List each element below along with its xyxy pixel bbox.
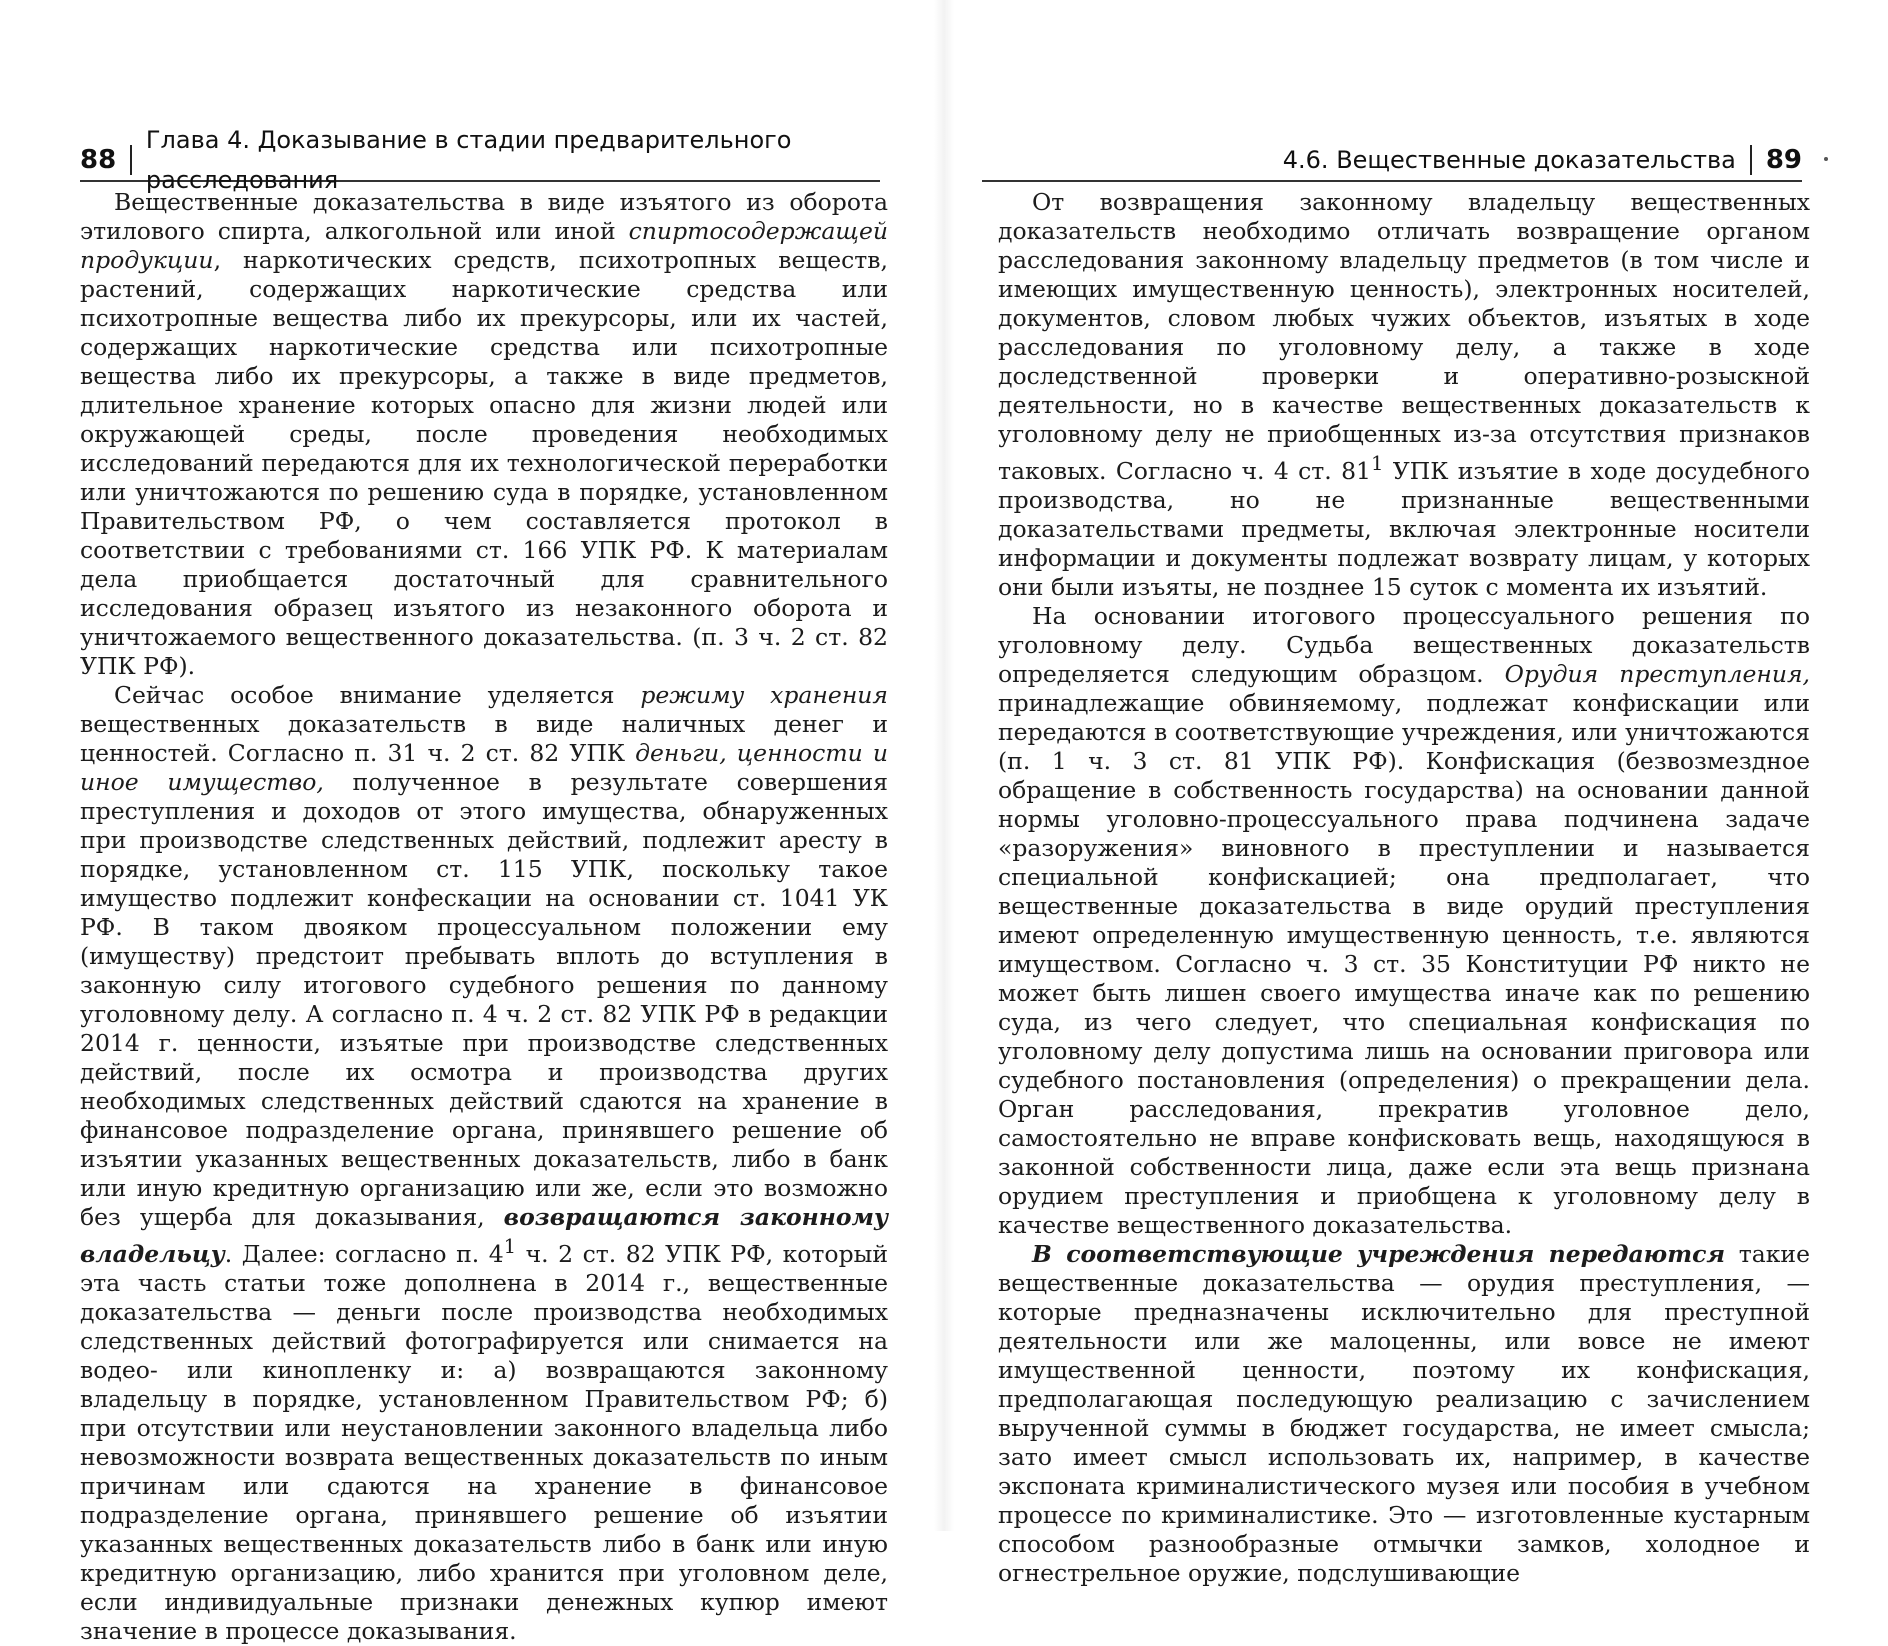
left-body-text [80,188,888,1646]
bold-italic-term: В соответствующие учреждения передаются [1032,1239,1726,1268]
italic-term: деньги, ценности и иное имущество, [80,739,888,796]
text-run: вещественных доказательств в виде наличных денег и ценностей. Согласно п. 31 ч. 2 ст. 82 УПК [80,710,888,767]
left-paragraph-2 [80,681,888,1646]
text-run: УПК изъятие в ходе досудебного производства, но не признанные вещественными доказательствами предметы, включая электронные носители информации и документы подлежат возврату лицам, у которых они были изъяты, не позднее 15 суток с момента их изъятий. [998,456,1810,601]
header-separator [130,145,132,175]
superscript: 1 [503,1235,517,1258]
text-run: , наркотических средств, психотропных веществ, растений, содержащих наркотические средства или психотропные вещества либо их прекурсоры, или их частей, содержащих наркотические средства или психотропные вещества либо их прекурсоры, а также в виде предметов, длительное хранение которых опасно для жизни людей или окружающей среды, после проведения необходимых исследований передаются для их технологической переработки или уничтожаются по решению суда в порядке, установленном Правительством РФ, о чем составляется протокол в соответствии с требованиями ст. 166 УПК РФ. К материалам дела приобщается достаточный для сравнительного исследования образец изъятого из незаконного оборота и уничтожаемого вещественного доказательства. (п. 3 ч. 2 ст. 82 УПК РФ). [80,246,888,680]
bold-italic-term: возвращаются законному владельцу [80,1203,888,1268]
text-run: полученное в результате совершения преступления и доходов от этого имущества, обнаруженных при производстве следственных действий, подлежит аресту в порядке, установленном ст. 115 УПК, поскольку такое имущество подлежит конфескации на основании ст. 1041 УК РФ. В таком двояком процессуальном положении ему (имуществу) предстоит пребывать вплоть до вступления в законную силу итогового судебного решения по данному уголовному делу. А согласно п. 4 ч. 2 ст. 82 УПК РФ в редакции 2014 г. ценности, изъятые при производстве следственных действий, после их осмотра и производства других необходимых следственных действий сдаются на хранение в финансовое подразделение органа, принявшего решение об изъятии указанных вещественных доказательств, либо в банк или иную кредитную организацию или же, если это возможно без ущерба для доказывания, [80,768,888,1231]
right-page-number: 89 [1765,145,1802,175]
text-run: На основании итогового процессуального решения по уголовному делу. Судьба вещественных доказательств определяется следующим образцом. [998,601,1810,688]
right-page [944,0,1888,1587]
header-separator [1750,145,1752,175]
italic-term: спиртосодержащей продукции [80,217,888,274]
text-run: Сейчас особое внимание уделяется [114,681,641,709]
left-page-number: 88 [80,145,117,175]
left-paragraph-1 [80,188,888,681]
italic-term: Орудия преступления, [1504,659,1811,688]
corner-dot [1824,157,1828,161]
right-section-title: 4.6. Вещественные доказательства [1282,146,1736,174]
right-paragraph-3 [998,1240,1810,1588]
text-run: такие вещественные доказательства — орудия преступления, — которые предназначены исключительно для преступной деятельности или же малоценны, или вовсе не имеют имущественной ценности, поэтому их конфискация, предполагающая последующую реализацию с зачислением вырученной суммы в бюджет государства, не имеет смысла; зато имеет смысл использовать их, например, в качестве экспоната криминалистического музея или пособия в учебном процессе по криминалистике. Это — изготовленные кустарным способом разнообразные отмычки замков, холодное и огнестрельное оружие, подслушивающие [998,1239,1810,1587]
right-paragraph-1 [998,188,1810,602]
text-run: ч. 2 ст. 82 УПК РФ, который эта часть статьи тоже дополнена в 2014 г., вещественные доказательства — деньги после производства необходимых следственных действий фотографируется или снимается на водео- или кинопленку и: а) возвращаются законному владельцу в порядке, установленном Правительством РФ; б) при отсутствии или неустановлении законного владельца либо невозможности возврата вещественных доказательств по иным причинам или сдаются на хранение в финансовое подразделение органа, принявшего решение об изъятии указанных вещественных доказательств либо в банк или иную кредитную организацию, либо хранится при уголовном деле, если индивидуальные признаки денежных купюр имеют значение в процессе доказывания. [80,1239,888,1645]
superscript: 1 [1370,452,1384,475]
left-page [0,0,944,1645]
left-running-head [80,126,880,194]
left-chapter-title: Глава 4. Доказывание в стадии предварительного расследования [145,126,792,194]
text-run: От возвращения законному владельцу вещественных доказательств необходимо отличать возвращение органом расследования законному владельцу предметов (в том числе и имеющих имущественную ценность), электронных носителей, документов, словом любых чужих объектов, изъятых в ходе расследования по уголовному делу, а также в ходе доследственной проверки и оперативно-розыскной деятельности, но в качестве вещественных доказательств к уголовному делу не приобщенных из-за отсутствия признаков таковых. Согласно ч. 4 ст. 81 [998,188,1810,485]
right-running-head [982,140,1802,182]
text-run: принадлежащие обвиняемому, подлежат конфискации или передаются в соответствующие учреждения, или уничтожаются (п. 1 ч. 3 ст. 81 УПК РФ). Конфискация (безвозмездное обращение в собственность государства) на основании данной нормы уголовно-процессуального права подчинена задаче «разоружения» виновного в преступлении и называется специальной конфискацией; она предполагает, что вещественные доказательства в виде орудий преступления имеют определенную имущественную ценность, т.е. являются имуществом. Согласно ч. 3 ст. 35 Конституции РФ никто не может быть лишен своего имущества иначе как по решению суда, из чего следует, что специальная конфискация по уголовному делу допустима лишь на основании приговора или судебного постановления (определения) о прекращении дела. Орган расследования, прекратив уголовное дело, самостоятельно не вправе конфисковать вещь, находящуюся в законной собственности лица, даже если эта вещь признана орудием преступления и приобщена к уголовному делу в качестве вещественного доказательства. [998,688,1810,1239]
italic-term: режиму хранения [640,681,888,709]
right-paragraph-2 [998,602,1810,1240]
text-run: . Далее: согласно п. 4 [224,1239,504,1268]
right-body-text [998,188,1810,1588]
text-run: Вещественные доказательства в виде изъятого из оборота этилового спирта, алкогольной или иной [80,188,888,245]
